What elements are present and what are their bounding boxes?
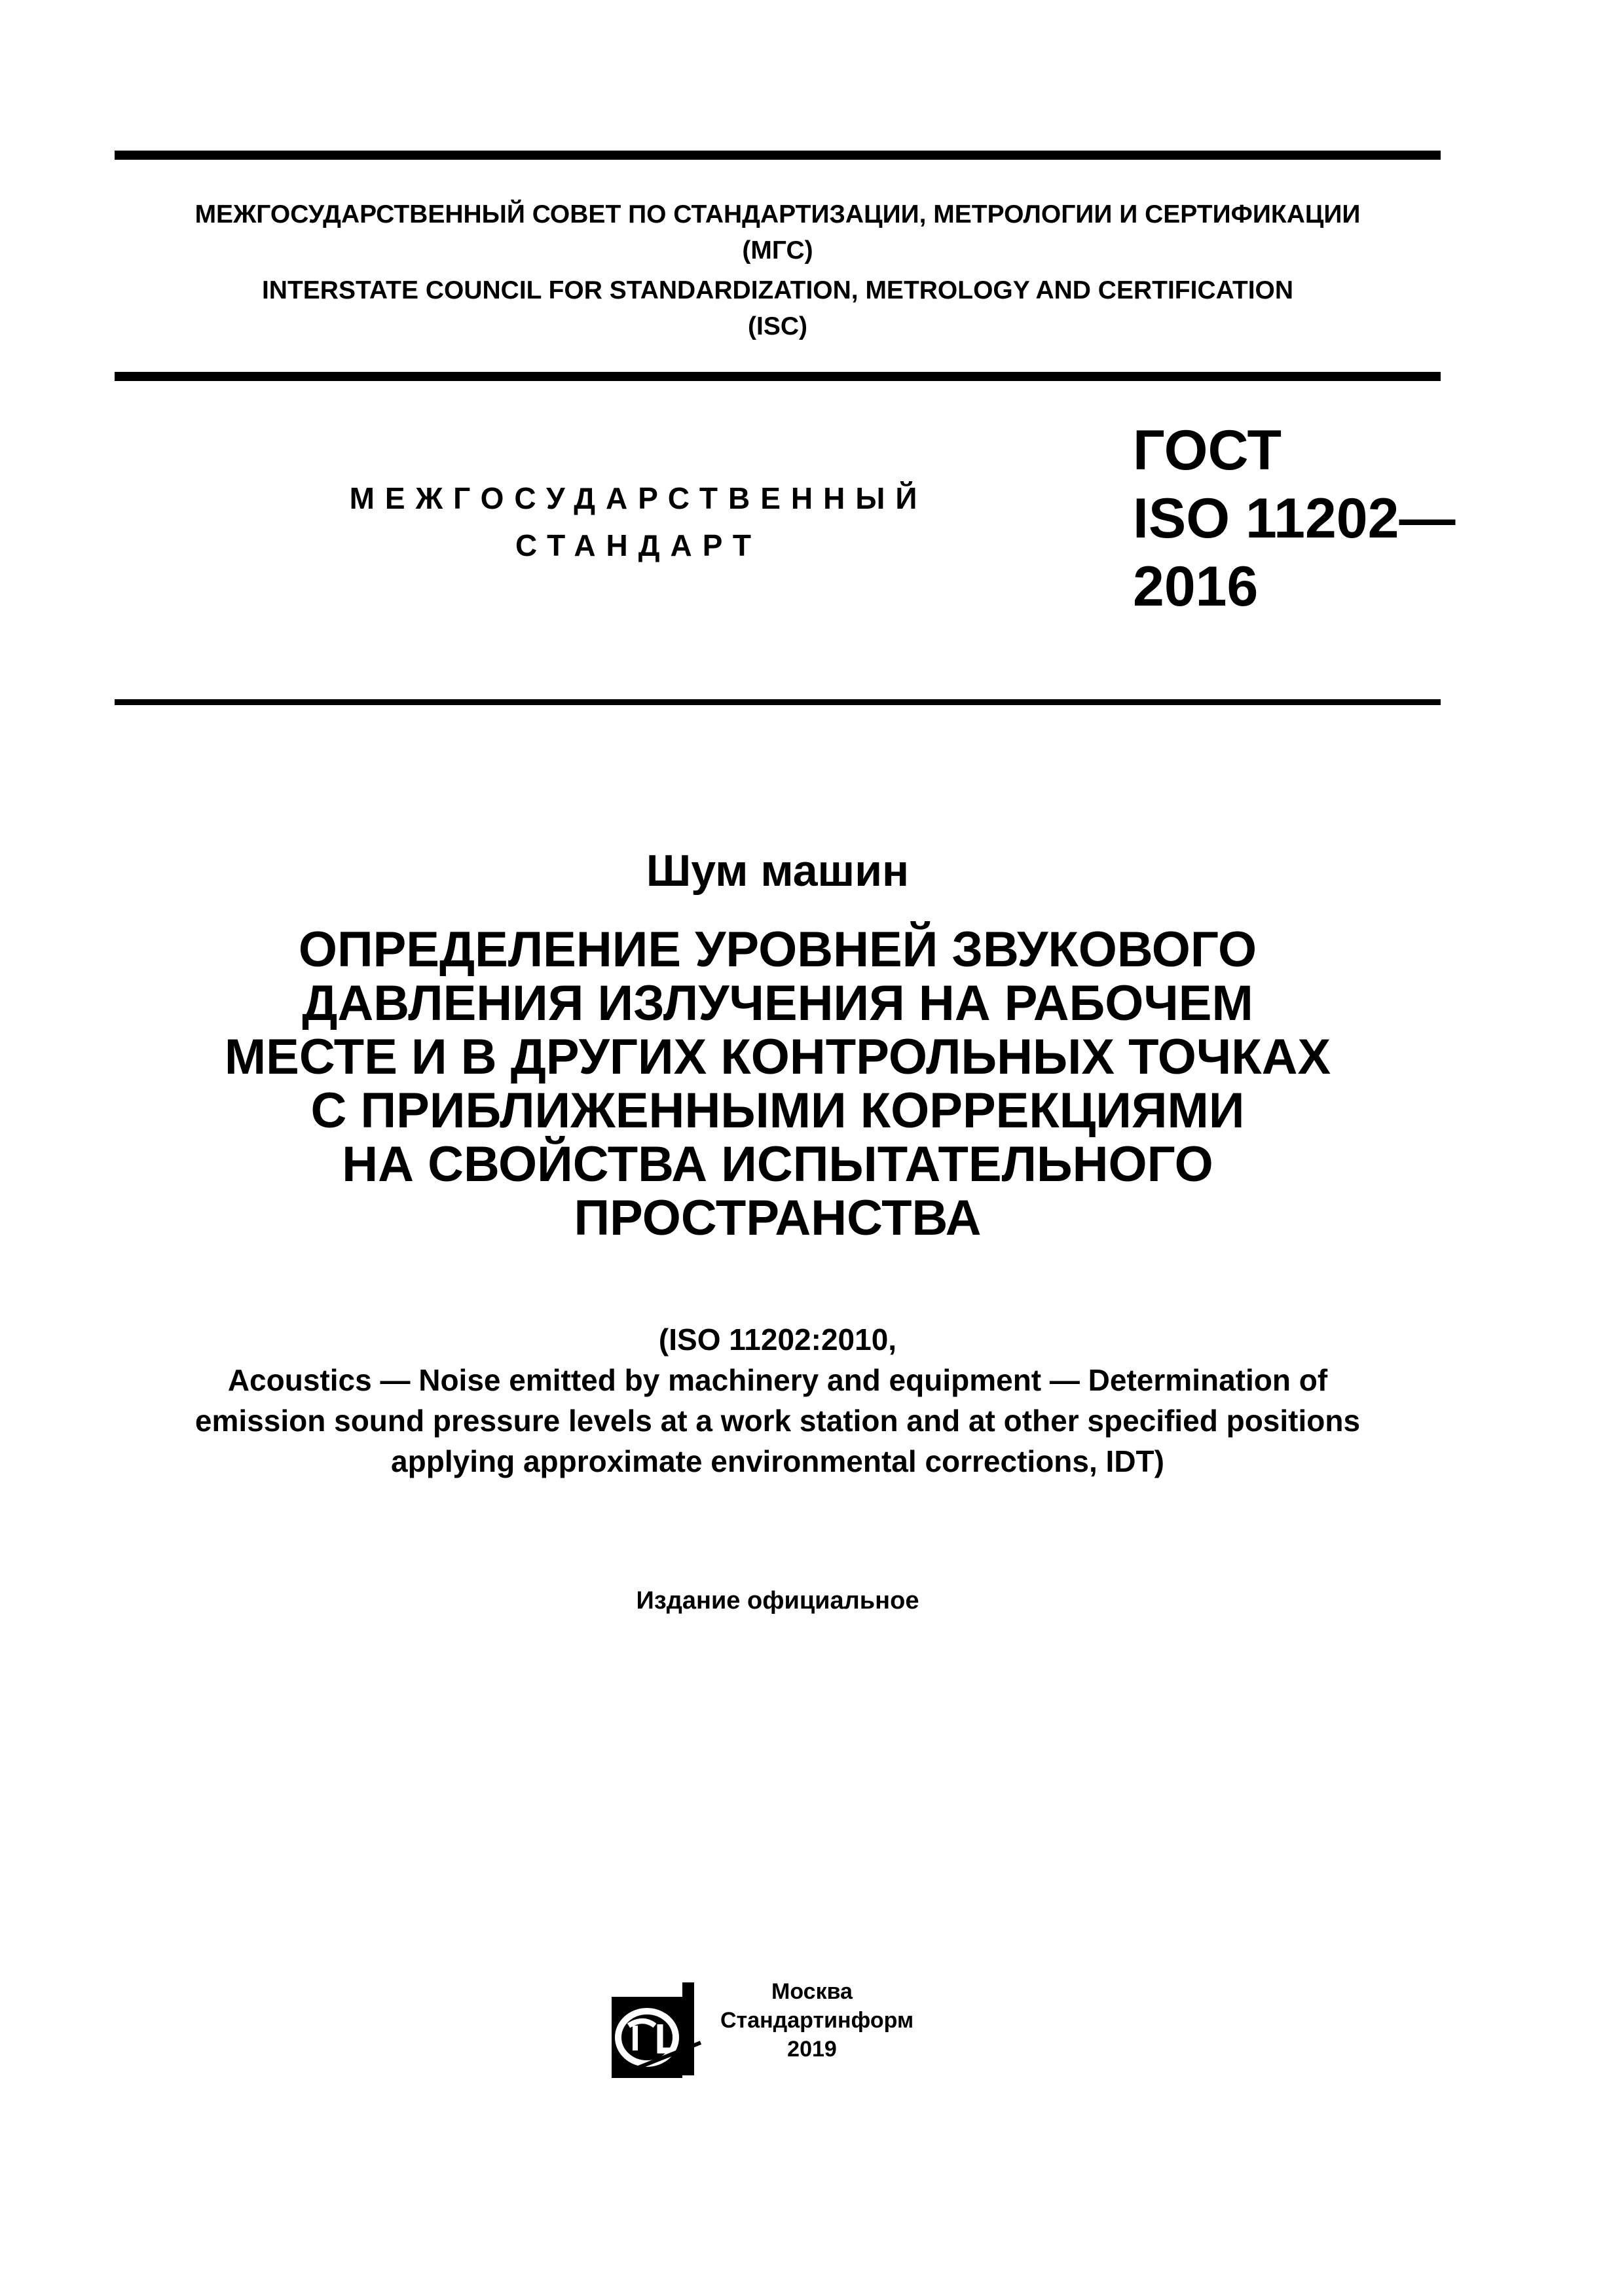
edition-note: Издание официальное xyxy=(636,1587,919,1614)
council-ru-abbr: (МГС) xyxy=(742,236,813,264)
standard-type xyxy=(275,475,1002,569)
main-title-line: НА СВОЙСТВА ИСПЫТАТЕЛЬНОГО xyxy=(342,1137,1213,1192)
top-rule xyxy=(115,151,1441,160)
main-title-line: МЕСТЕ И В ДРУГИХ КОНТРОЛЬНЫХ ТОЧКАХ xyxy=(224,1029,1331,1085)
council-en-name: INTERSTATE COUNCIL FOR STANDARDIZATION, METROLOGY AND CERTIFICATION xyxy=(261,276,1294,304)
standard-type-line-1: МЕЖГОСУДАРСТВЕННЫЙ xyxy=(349,481,928,515)
imprint-year: 2019 xyxy=(787,2037,837,2062)
iso-reference-line: applying approximate environmental corrections, IDT) xyxy=(391,1444,1164,1478)
main-title-line: ПРОСТРАНСТВА xyxy=(574,1190,982,1246)
main-title xyxy=(115,923,1441,1245)
imprint-city: Москва xyxy=(771,1979,853,2004)
main-title-line: ОПРЕДЕЛЕНИЕ УРОВНЕЙ ЗВУКОВОГО xyxy=(298,922,1257,977)
council-ru-name: МЕЖГОСУДАРСТВЕННЫЙ СОВЕТ ПО СТАНДАРТИЗАЦИИ, МЕТРОЛОГИИ И СЕРТИФИКАЦИИ xyxy=(194,200,1361,228)
council-bottom-rule xyxy=(115,372,1441,381)
imprint-publisher: Стандартинформ xyxy=(720,2008,914,2033)
imprint xyxy=(720,1977,914,2064)
logo-side-bar xyxy=(682,1982,694,2075)
standartinform-logo-icon xyxy=(609,1977,707,2082)
main-title-line: ДАВЛЕНИЯ ИЗЛУЧЕНИЯ НА РАБОЧЕМ xyxy=(302,975,1253,1031)
iso-reference-line: (ISO 11202:2010, xyxy=(658,1322,897,1357)
iso-reference xyxy=(115,1319,1441,1482)
standard-code xyxy=(1133,416,1455,621)
standard-code-line-1: ГОСТ xyxy=(1133,419,1282,482)
standard-code-line-2: ISO 11202— xyxy=(1133,487,1456,550)
main-title-line: С ПРИБЛИЖЕННЫМИ КОРРЕКЦИЯМИ xyxy=(310,1083,1245,1139)
iso-reference-line: emission sound pressure levels at a work station and at other specified positions xyxy=(194,1404,1361,1438)
council-header xyxy=(115,196,1441,344)
iso-reference-line: Acoustics — Noise emitted by machinery and equipment — Determination of xyxy=(227,1363,1328,1397)
council-en-abbr: (ISC) xyxy=(748,312,807,340)
standard-code-line-3: 2016 xyxy=(1133,555,1259,618)
standard-type-line-2: СТАНДАРТ xyxy=(515,528,762,562)
title-subject: Шум машин xyxy=(646,846,910,896)
header-bottom-rule xyxy=(115,699,1441,705)
